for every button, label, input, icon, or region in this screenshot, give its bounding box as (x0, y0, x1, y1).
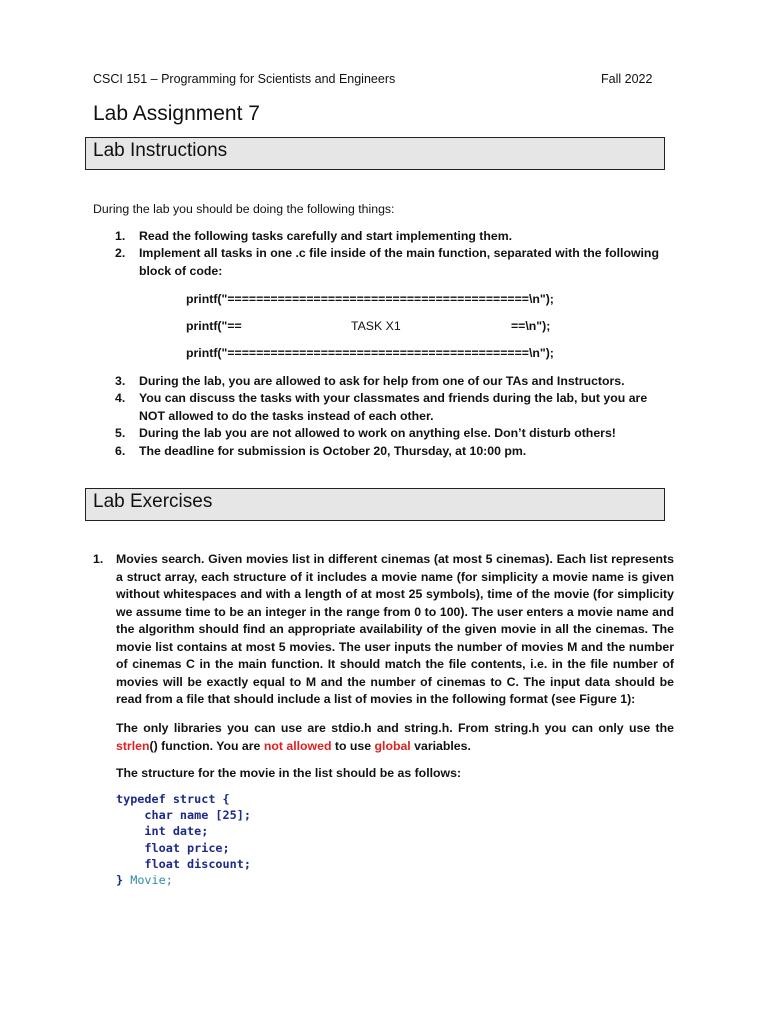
text: variables. (410, 738, 471, 753)
highlight-global: global (374, 738, 411, 753)
term-header: Fall 2022 (601, 72, 653, 86)
struct-name: Movie; (130, 873, 173, 888)
list-item: During the lab you are not allowed to work on anything else. Don’t disturb others! (139, 426, 616, 440)
code-line: int date; (116, 824, 209, 839)
list-number: 4. (115, 391, 126, 405)
text: to use (331, 738, 375, 753)
struct-intro: The structure for the movie in the list should be as follows: (116, 766, 462, 780)
code-line: printf("==========================================\n"); (186, 346, 554, 360)
code-line (116, 872, 251, 888)
section-heading-box (85, 137, 665, 170)
code-line: printf("==========================================\n"); (186, 292, 554, 306)
exercise-text: Movies search. Given movies list in different cinemas (at most 5 cinemas). Each list represents a struct array, each structure of it includes a movie name (for simplicity a movie name is given without whitespaces and with a length of at most 25 symbols), time of the movie (for simplicity we assume time to be an integer in the range from 0 to 100). The user enters a movie name and the algorithm should find an appropriate availability of the given movie in all the cinemas. The movie list contains at most 5 movies. The user inputs the number of movies M and the number of cinemas C in the main function. It should match the file contents, i.e. in the file number of movies will be exactly equal to M and the number of cinemas to C. The input data should be read from a file that should include a list of movies in the following format (see Figure 1): (116, 552, 674, 706)
code-line: float discount; (116, 856, 251, 871)
code-line-end: ==\n"); (511, 319, 551, 333)
list-number: 3. (115, 374, 126, 388)
list-number: 6. (115, 444, 126, 458)
text: The only libraries you can use are stdio.h and string.h. From string.h you can only use the (116, 721, 674, 735)
list-item: The deadline for submission is October 20, Thursday, at 10:00 pm. (139, 444, 527, 458)
list-item: Read the following tasks carefully and start implementing them. (139, 229, 513, 243)
code-line-task: TASK X1 (351, 319, 401, 333)
highlight-not-allowed: not allowed (263, 738, 332, 753)
list-number: 1. (115, 229, 126, 243)
code-brace: } (116, 873, 131, 888)
highlight-strlen: strlen (116, 738, 150, 753)
code-line: typedef struct { (116, 792, 230, 806)
intro-text: During the lab you should be doing the following things: (93, 202, 395, 216)
list-item: Implement all tasks in one .c file inside of the main function, separated with the following block of code: (139, 246, 659, 278)
list-number: 1. (93, 552, 104, 566)
section-heading-box (85, 488, 665, 521)
list-number: 2. (115, 246, 126, 260)
page-title: Lab Assignment 7 (93, 102, 260, 125)
section-heading: Lab Exercises (93, 491, 213, 512)
section-heading: Lab Instructions (93, 140, 228, 161)
list-item: During the lab, you are allowed to ask for help from one of our TAs and Instructors. (139, 374, 625, 388)
code-line: float price; (116, 840, 230, 855)
list-number: 5. (115, 426, 126, 440)
libraries-text (116, 720, 674, 755)
course-header: CSCI 151 – Programming for Scientists and Engineers (93, 72, 396, 86)
struct-code-block (116, 791, 251, 888)
list-item: You can discuss the tasks with your classmates and friends during the lab, but you are NOT allowed to do the tasks instead of each other. (139, 391, 648, 423)
code-line: printf("== (186, 319, 242, 333)
text: () function. You are (149, 738, 264, 753)
code-line: char name [25]; (116, 808, 251, 823)
